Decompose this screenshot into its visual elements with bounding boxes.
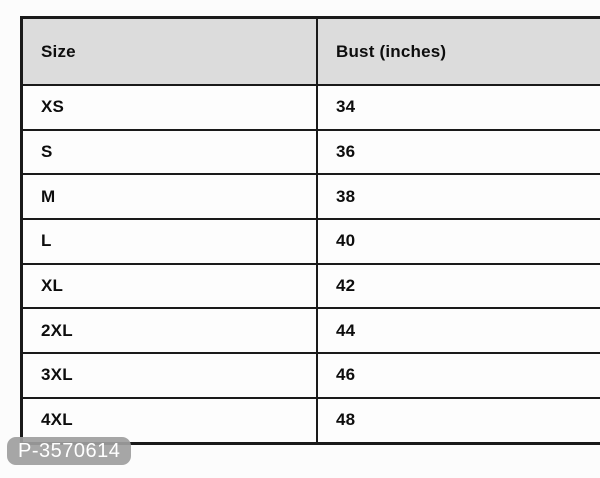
bust-cell: 46 [317,353,600,398]
size-cell: 2XL [22,308,318,353]
watermark-badge: P-3570614 [7,437,131,465]
table-row [22,308,600,353]
size-chart-body [22,85,600,443]
size-cell: XS [22,85,318,130]
bust-cell: 44 [317,308,600,353]
bust-cell: 48 [317,398,600,443]
header-row [22,18,600,86]
size-cell: 3XL [22,353,318,398]
column-header-bust-inches: Bust (inches) [317,18,600,86]
size-cell: L [22,219,318,264]
size-cell: 4XL [22,398,318,443]
column-header-size: Size [22,18,318,86]
table-row [22,219,600,264]
size-cell: S [22,130,318,175]
size-chart-header [22,18,600,86]
table-row [22,130,600,175]
table-row [22,174,600,219]
table-row [22,85,600,130]
table-row [22,264,600,309]
bust-cell: 36 [317,130,600,175]
bust-cell: 38 [317,174,600,219]
bust-cell: 34 [317,85,600,130]
bust-cell: 40 [317,219,600,264]
table-row [22,353,600,398]
size-cell: M [22,174,318,219]
bust-cell: 42 [317,264,600,309]
size-chart-table [20,16,600,445]
size-cell: XL [22,264,318,309]
